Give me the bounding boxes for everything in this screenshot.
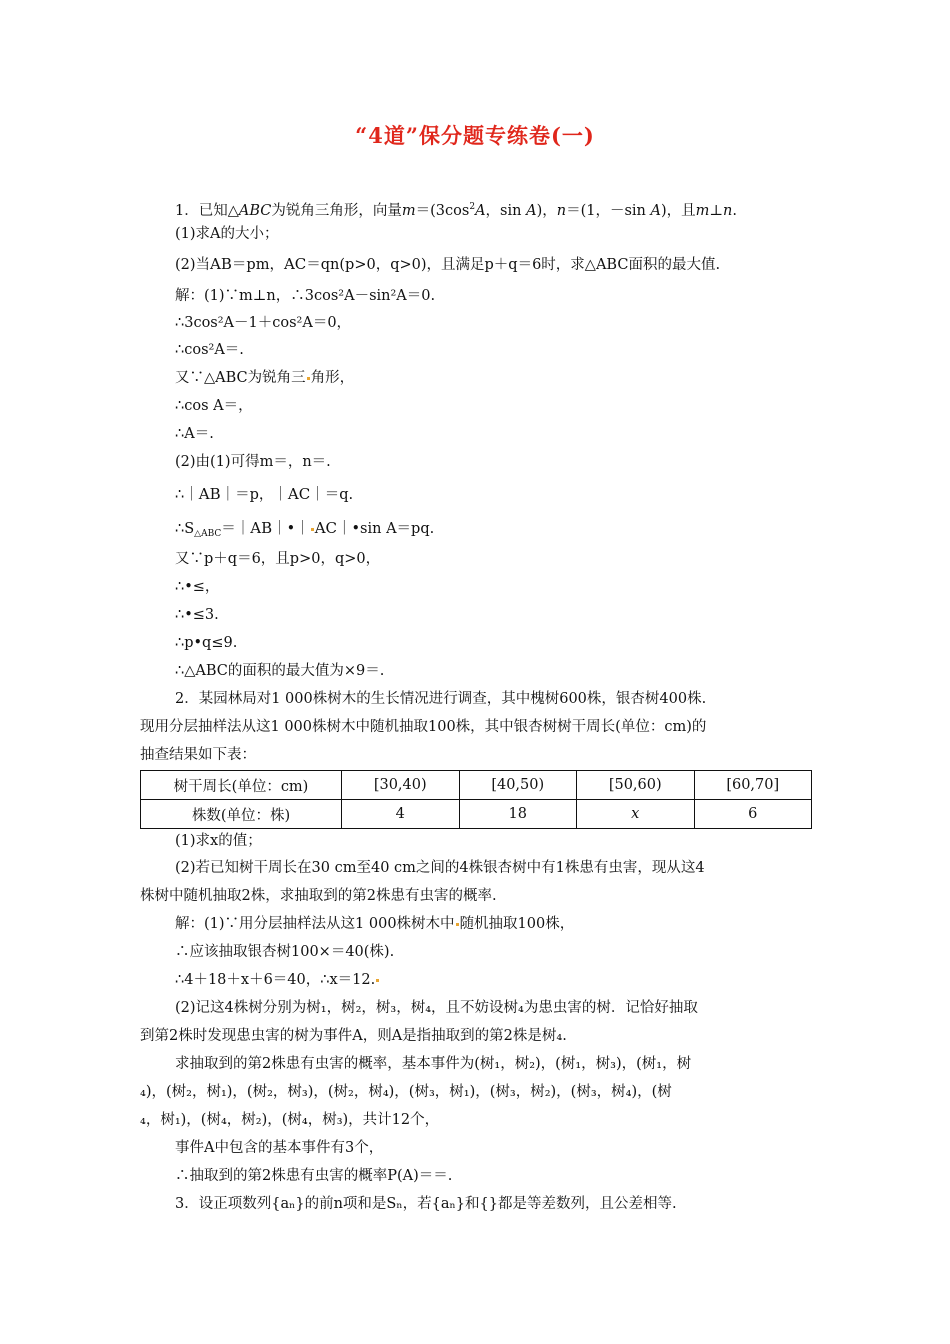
table-cell: [50,60) [577, 771, 695, 800]
table-cell: 4 [342, 800, 460, 829]
solution-line: ∴3cos²A－1＋cos²A＝0， [175, 315, 352, 331]
solution-line: ∴抽取到的第2株患有虫害的概率P(A)＝＝. [175, 1168, 453, 1184]
text: ，sin [485, 203, 527, 219]
solution-line: (2)记这4株树分别为树₁，树₂，树₃，树₄，且不妨设树₄为患虫害的树．记恰好抽取 [175, 1000, 698, 1016]
text: 1．已知△ [175, 203, 239, 219]
solution-line [175, 368, 820, 388]
stray-mark [311, 528, 314, 531]
problem-2-stem: 抽查结果如下表： [140, 747, 256, 763]
text: n [723, 203, 733, 219]
text: ＝｜ [221, 521, 251, 537]
problem-1-question-1: (1)求A的大小； [175, 226, 279, 242]
solution-line: ∴cos A＝， [175, 398, 253, 414]
vector-ab: AB [198, 485, 221, 503]
text: 解：(1)∵用分层抽样法从这1 000株树木中 [175, 916, 455, 932]
solution-line: 到第2株时发现患虫害的树为事件A，则A是指抽取到的第2株是树₄. [140, 1028, 567, 1044]
page-title: “4道”保分题专练卷(一) [355, 123, 595, 148]
problem-3-stem: 3．设正项数列{aₙ}的前n项和是Sₙ，若{aₙ}和{}都是等差数列，且公差相等. [175, 1196, 677, 1212]
text: ＝qn(p>0，q>0)，且满足p＋q＝6时，求△ABC面积的最大值. [306, 257, 721, 273]
solution-line [175, 914, 820, 934]
vector-ac: AC [314, 519, 337, 537]
table-cell: [60,70] [694, 771, 812, 800]
solution-line: ∴•≤， [175, 579, 220, 595]
table-cell: x [577, 800, 695, 829]
text: ＝(3cos [415, 203, 470, 219]
text: ｜＝p，｜ [220, 487, 288, 503]
solution-line: ₄)，(树₂，树₁)，(树₂，树₃)，(树₂，树₄)，(树₃，树₁)，(树₃，树₂)，(树₃，树₄)，(树 [140, 1084, 672, 1100]
solution-line: 求抽取到的第2株患有虫害的概率，基本事件为(树₁，树₂)，(树₁，树₃)，(树₁，树 [175, 1056, 692, 1072]
solution-line [175, 970, 820, 990]
solution-line: 又∵p＋q＝6，且p>0，q>0， [175, 551, 381, 567]
text: (2)当 [175, 257, 211, 273]
table-cell: 树干周长(单位：cm) [141, 771, 342, 800]
problem-2-question-1: (1)求x的值； [175, 833, 262, 849]
table-cell: 株数(单位：株) [141, 800, 342, 829]
table-row [141, 771, 812, 800]
problem-1-question-2 [175, 254, 820, 275]
text: 角形， [310, 370, 355, 386]
problem-2-stem: 现用分层抽样法从这1 000株树木中随机抽取100株，其中银杏树树干周长(单位：cm)的 [140, 719, 707, 735]
text: 为锐角三角形，向量 [271, 203, 402, 219]
table-row [141, 800, 812, 829]
stray-mark [456, 923, 459, 926]
solution-line: (2)由(1)可得m＝，n＝. [175, 454, 331, 470]
text: ⊥ [709, 203, 724, 219]
text: ｜•sin A＝pq. [337, 521, 435, 537]
text: ∴4＋18＋x＋6＝40，∴x＝12. [175, 972, 376, 988]
text: A [650, 203, 661, 219]
text: 又∵△ABC为锐角三 [175, 370, 306, 386]
solution-line [175, 518, 820, 544]
text: )，且 [660, 203, 696, 219]
text: ＝(1，－sin [566, 203, 651, 219]
solution-line [175, 484, 820, 505]
text: ABC [238, 203, 272, 219]
text: ＝pm， [231, 257, 284, 273]
vector-ab: AB [250, 519, 273, 537]
text: ｜•｜ [272, 521, 310, 537]
solution-line: ∴△ABC的面积的最大值为×9＝. [175, 663, 385, 679]
solution-line: ∴•≤3. [175, 607, 219, 623]
text: ∴｜ [175, 487, 199, 503]
solution-line: ∴p•q≤9. [175, 635, 238, 651]
text: n [556, 203, 567, 219]
table-cell: [40,50) [459, 771, 577, 800]
text: A [475, 203, 486, 219]
solution-line: ∴cos²A＝. [175, 342, 244, 358]
vector-ac: AC [287, 485, 311, 503]
text: ｜＝q. [310, 487, 354, 503]
solution-line: ₄，树₁)，(树₄，树₂)，(树₄，树₃)，共计12个， [140, 1112, 440, 1128]
table-cell: [30,40) [342, 771, 460, 800]
problem-2-question-2: 株树中随机抽取2株，求抽取到的第2株患有虫害的概率. [140, 888, 497, 904]
text: m [401, 203, 416, 219]
table-cell: 18 [459, 800, 577, 829]
solution-line: ∴应该抽取银杏树100×＝40(株). [175, 944, 395, 960]
problem-1-stem: 1．已知△ABC为锐角三角形，向量$m=(3\cos^2A$，sin A)，n＝(1，－sin A)，且m⊥n. [175, 202, 737, 219]
table-cell: 6 [694, 800, 812, 829]
text: A [526, 203, 537, 219]
text: 随机抽取100株， [459, 916, 575, 932]
text: ∴S [175, 521, 195, 537]
vector-ab: AB [210, 255, 232, 273]
text: m [695, 203, 710, 219]
solution-line: 解：(1)∵m⊥n，∴3cos²A－sin²A＝0. [175, 288, 436, 304]
problem-2-stem: 2．某园林局对1 000株树木的生长情况进行调查，其中槐树600株，银杏树400株. [175, 691, 707, 707]
data-table [140, 770, 812, 829]
text: . [732, 203, 737, 219]
solution-line: ∴A＝. [175, 426, 214, 442]
stray-mark [307, 377, 310, 380]
subscript: △ABC [194, 529, 222, 539]
stray-mark [376, 979, 379, 982]
text: )， [536, 203, 557, 219]
solution-line: 事件A中包含的基本事件有3个， [175, 1140, 384, 1156]
vector-ac: AC [283, 255, 307, 273]
problem-2-question-2: (2)若已知树干周长在30 cm至40 cm之间的4株银杏树中有1株患有虫害，现从这4 [175, 860, 705, 876]
